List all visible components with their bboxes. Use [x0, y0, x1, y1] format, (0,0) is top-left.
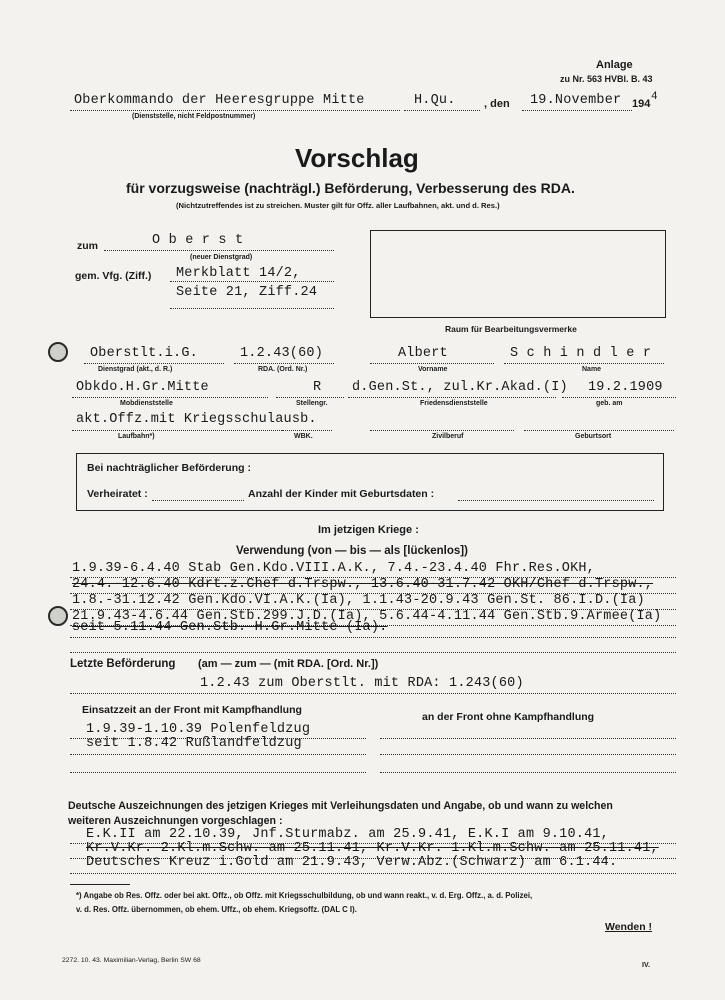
verwendung-heading: Verwendung (von — bis — als [lückenlos]) [236, 545, 468, 557]
processing-box-caption: Raum für Bearbeitungsvermerke [445, 324, 577, 334]
date-line [522, 110, 632, 111]
zum-caption: (neuer Dienstgrad) [190, 254, 253, 261]
geburtsort-caption: Geburtsort [575, 433, 612, 440]
friedensdienststelle-value: d.Gen.St., zul.Kr.Akad.(I) [352, 380, 568, 395]
date-label: , den [484, 98, 510, 110]
form-title: Vorschlag [295, 143, 419, 173]
mobdienststelle-value: Obkdo.H.Gr.Mitte [76, 380, 209, 395]
auszeichnung-line-3: Deutsches Kreuz i.Gold am 21.9.43, Verw.Abz.(Schwarz) am 6.1.44. [86, 855, 618, 870]
auszeichnung-line-1: E.K.II am 22.10.39, Jnf.Sturmabz. am 25.9.41, E.K.I am 9.10.41, [86, 827, 609, 842]
geb-caption: geb. am [596, 400, 623, 407]
mob-line [72, 397, 268, 398]
front-rule-2l [70, 754, 366, 755]
frieden-caption: Friedensdienststelle [420, 400, 488, 407]
ort-line [404, 110, 480, 111]
anlage-label: Anlage [596, 59, 633, 71]
vfg-line2 [170, 308, 334, 309]
zum-line [104, 250, 334, 251]
laufbahn-caption: Laufbahn*) [118, 433, 155, 440]
vfg-value-line1: Merkblatt 14/2, [176, 266, 301, 281]
auszeichnung-rule-3 [70, 873, 676, 874]
letzte-label-rest: (am — zum — (mit RDA. [Ord. Nr.]) [198, 658, 379, 670]
letzte-value: 1.2.43 zum Oberstlt. mit RDA: 1.243(60) [200, 676, 524, 691]
stellengr-line [276, 397, 344, 398]
verheiratet-line [152, 500, 244, 501]
zum-value: O b e r s t [152, 233, 244, 248]
verheiratet-label: Verheiratet : [87, 488, 148, 500]
letzte-rule [70, 693, 676, 694]
geburtsort-line [524, 430, 674, 431]
zum-label: zum [77, 240, 98, 252]
zivilberuf-caption: Zivilberuf [432, 433, 464, 440]
wbk-caption: WBK. [294, 433, 313, 440]
vorname-caption: Vorname [418, 366, 448, 373]
rda-value: 1.2.43(60) [240, 346, 324, 361]
printer-imprint: 2272. 10. 43. Maximilian-Verlag, Berlin SW 68 [62, 957, 201, 964]
name-value: S c h i n d l e r [510, 346, 652, 361]
year-prefix: 194 [632, 98, 651, 110]
footnote-line-1: *) Angabe ob Res. Offz. oder bei akt. Offz., ob Offz. mit Kriegsschulbildung, ob und wann reakt., v. d. Erg. Offz., a. d. Polizei, [76, 891, 533, 900]
auszeichnungen-heading-1: Deutsche Auszeichnungen des jetzigen Krieges mit Verleihungsdaten und Angabe, ob und wann zu welchen [68, 800, 613, 812]
laufbahn-value: akt.Offz.mit Kriegsschulausb. [76, 412, 317, 427]
dienstgrad-value: Oberstlt.i.G. [90, 346, 198, 361]
vfg-line1 [170, 281, 334, 282]
front-mit-line-2: seit 1.8.42 Rußlandfeldzug [86, 736, 302, 751]
front-rule-3l [70, 772, 366, 773]
geb-value: 19.2.1909 [588, 380, 663, 395]
anlage-reference: zu Nr. 563 HVBl. B. 43 [560, 74, 653, 84]
form-note: (Nichtzutreffendes ist zu streichen. Muster gilt für Offz. aller Laufbahnen, akt. und d. Res.) [176, 201, 500, 210]
ort-value: H.Qu. [414, 93, 456, 108]
corner-mark: IV. [642, 962, 650, 969]
dienststelle-value: Oberkommando der Heeresgruppe Mitte [74, 93, 365, 108]
verwendung-line-4: 21.9.43-4.6.44 Gen.Stb.299.J.D.(Ia), 5.6.44-4.11.44 Gen.Stb.9.Armee(Ia) [72, 609, 662, 624]
punch-hole-top [48, 342, 68, 362]
zivilberuf-line [370, 430, 514, 431]
date-value: 19.November [530, 93, 622, 108]
year-suffix: 4 [651, 91, 658, 103]
dienstgrad-line [84, 363, 224, 364]
verwendung-line-1: 1.9.39-6.4.40 Stab Gen.Kdo.VIII.A.K., 7.4.-23.4.40 Fhr.Res.OKH, [72, 561, 595, 576]
stellengr-value: R [313, 380, 322, 395]
vfg-value-line2: Seite 21, Ziff.24 [176, 285, 318, 300]
verwendung-line-2: 24.4.-12.6.40 Kdrt.z.Chef d.Trspw., 13.6.40-31.7.42 OKH/Chef d.Trspw., [72, 577, 654, 592]
geb-line [562, 397, 676, 398]
mob-caption: Mobdienststelle [120, 400, 173, 407]
front-mit-heading: Einsatzzeit an der Front mit Kampfhandlung [82, 704, 302, 716]
kinder-line [458, 500, 654, 501]
nachtraeglich-title: Bei nachträglicher Beförderung : [87, 462, 251, 474]
punch-hole-bottom [48, 606, 68, 626]
front-mit-line-1: 1.9.39-1.10.39 Polenfeldzug [86, 722, 311, 737]
wenden-label: Wenden ! [605, 921, 653, 933]
kinder-label: Anzahl der Kinder mit Geburtsdaten : [248, 488, 435, 500]
vfg-label: gem. Vfg. (Ziff.) [75, 270, 152, 282]
frieden-line [348, 397, 556, 398]
verwendung-rule-6 [70, 652, 676, 653]
wbk-line [282, 430, 332, 431]
footnote-rule [70, 884, 130, 885]
auszeichnungen-heading-2: weiteren Auszeichnungen vorgeschlagen : [68, 815, 283, 827]
rda-caption: RDA. (Ord. Nr.) [258, 366, 308, 373]
name-caption: Name [582, 366, 602, 373]
auszeichnung-line-2: Kr.V.Kr. 2.Kl.m.Schw. am 25.11.41, Kr.V.Kr. 1.Kl.m.Schw. am 25.11.41, [86, 841, 659, 856]
front-rule-2r [380, 754, 676, 755]
processing-box [370, 230, 666, 318]
rda-line [234, 363, 334, 364]
dienstgrad-caption: Dienstgrad (akt., d. R.) [98, 366, 173, 373]
dienststelle-caption: (Dienststelle, nicht Feldpostnummer) [132, 113, 256, 120]
front-rule-1r [380, 738, 676, 739]
verwendung-line-3: 1.8.-31.12.42 Gen.Kdo.VI.A.K.(Ia), 1.1.43-20.9.43 Gen.St. 86.I.D.(Ia) [72, 593, 645, 608]
front-rule-3r [380, 772, 676, 773]
vorname-value: Albert [398, 346, 448, 361]
verwendung-rule-5 [70, 637, 676, 638]
footnote-line-2: v. d. Res. Offz. übernommen, ob ehem. Uffz., ob ehem. Kriegsoffz. (DAL C I). [76, 905, 357, 914]
vorname-line [370, 363, 494, 364]
letzte-label: Letzte Beförderung [70, 658, 176, 670]
name-line [504, 363, 664, 364]
stellengr-caption: Stellengr. [296, 400, 328, 407]
dienststelle-line [70, 110, 400, 111]
krieg-heading: Im jetzigen Kriege : [318, 524, 419, 536]
front-ohne-heading: an der Front ohne Kampfhandlung [422, 711, 595, 723]
form-subtitle: für vorzugsweise (nachträgl.) Beförderung, Verbesserung des RDA. [126, 180, 575, 196]
verwendung-line-5: seit 5.11.44 Gen.Stb. H.Gr.Mitte (Ia). [72, 620, 388, 635]
